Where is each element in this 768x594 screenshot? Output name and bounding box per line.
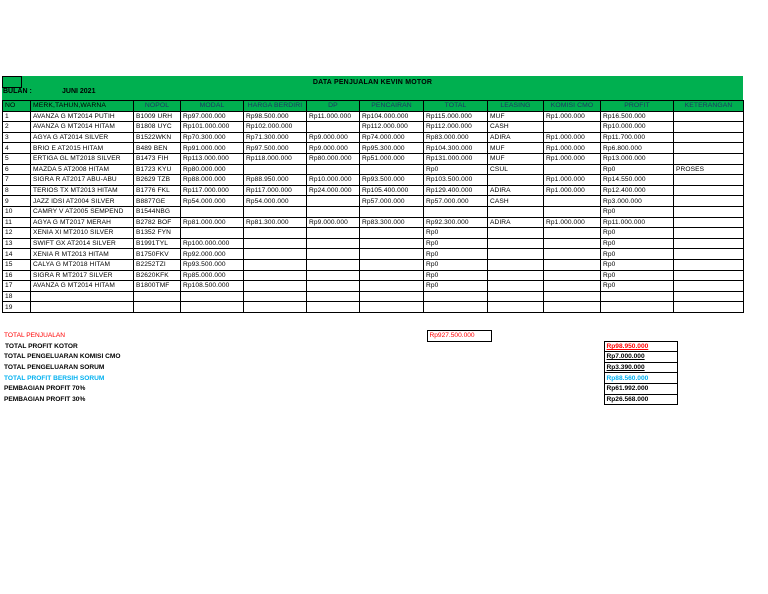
cell-komisi-cmo[interactable] — [544, 249, 601, 260]
cell-total[interactable] — [424, 206, 488, 217]
cell-profit[interactable]: Rp16.500.000 — [601, 111, 674, 122]
cell-profit[interactable]: Rp6.800.000 — [601, 143, 674, 154]
cell-harga-berdiri[interactable]: Rp102.000.000 — [244, 122, 307, 133]
cell-modal[interactable] — [181, 206, 244, 217]
cell-leasing[interactable]: ADIRA — [488, 132, 544, 143]
cell-komisi-cmo[interactable] — [544, 302, 601, 313]
cell-total[interactable] — [424, 302, 488, 313]
cell-dp[interactable]: Rp10.000.000 — [307, 175, 360, 186]
cell-pencairan[interactable] — [360, 291, 424, 302]
cell-nopol[interactable]: B1473 FIH — [134, 153, 181, 164]
cell-dp[interactable] — [307, 281, 360, 292]
cell-komisi-cmo[interactable] — [544, 122, 601, 133]
cell-merk[interactable]: MAZDA 5 AT2008 HITAM — [31, 164, 134, 175]
cell-leasing[interactable] — [488, 175, 544, 186]
header-row — [3, 101, 744, 112]
cell-no[interactable]: 9 — [3, 196, 31, 207]
cell-no[interactable]: 17 — [3, 281, 31, 292]
cell-profit[interactable]: Rp0 — [601, 228, 674, 239]
table-row — [3, 164, 744, 175]
cell-leasing[interactable] — [488, 259, 544, 270]
cell-leasing[interactable] — [488, 281, 544, 292]
cell-leasing[interactable] — [488, 270, 544, 281]
cell-modal[interactable]: Rp97.000.000 — [181, 111, 244, 122]
cell-nopol[interactable]: B1991TYL — [134, 238, 181, 249]
cell-merk[interactable]: SIGRA R MT2017 SILVER — [31, 270, 134, 281]
cell-harga-berdiri[interactable] — [244, 270, 307, 281]
cell-nopol[interactable] — [134, 291, 181, 302]
cell-profit[interactable]: Rp13.000.000 — [601, 153, 674, 164]
cell-modal[interactable]: Rp91.000.000 — [181, 143, 244, 154]
total-komisi-row — [2, 352, 747, 363]
total-penjualan-row — [2, 331, 747, 342]
cell-pencairan[interactable]: Rp93.500.000 — [360, 175, 424, 186]
cell-dp[interactable]: Rp9.000.000 — [307, 217, 360, 228]
cell-total[interactable]: Rp103.500.000 — [424, 175, 488, 186]
cell-leasing[interactable] — [488, 249, 544, 260]
total-komisi-label: TOTAL PENGELUARAN KOMISI CMO — [4, 353, 121, 361]
cell-modal[interactable] — [181, 291, 244, 302]
cell-keterangan[interactable] — [674, 132, 744, 143]
table-row — [3, 196, 744, 207]
cell-nopol[interactable]: B489 BEN — [134, 143, 181, 154]
cell-dp[interactable] — [307, 228, 360, 239]
cell-no[interactable]: 13 — [3, 238, 31, 249]
cell-komisi-cmo[interactable]: Rp1.000.000 — [544, 132, 601, 143]
cell-no[interactable]: 12 — [3, 228, 31, 239]
header-komisi-cmo[interactable]: KOMISI CMO — [544, 101, 601, 112]
cell-komisi-cmo[interactable] — [544, 196, 601, 207]
cell-pencairan[interactable]: Rp57.000.000 — [360, 196, 424, 207]
cell-modal[interactable]: Rp81.000.000 — [181, 217, 244, 228]
cell-no[interactable]: 3 — [3, 132, 31, 143]
cell-keterangan[interactable] — [674, 291, 744, 302]
cell-modal[interactable]: Rp88.000.000 — [181, 175, 244, 186]
cell-komisi-cmo[interactable]: Rp1.000.000 — [544, 111, 601, 122]
cell-merk[interactable]: BRIO E AT2015 HITAM — [31, 143, 134, 154]
cell-komisi-cmo[interactable] — [544, 238, 601, 249]
cell-keterangan[interactable] — [674, 217, 744, 228]
pembagian-30-label: PEMBAGIAN PROFIT 30% — [4, 395, 86, 403]
cell-dp[interactable] — [307, 302, 360, 313]
table-row — [3, 143, 744, 154]
cell-komisi-cmo[interactable] — [544, 259, 601, 270]
cell-total[interactable]: Rp92.300.000 — [424, 217, 488, 228]
cell-keterangan[interactable]: PROSES — [674, 164, 744, 175]
cell-merk[interactable] — [31, 302, 134, 313]
table-row — [3, 228, 744, 239]
cell-modal[interactable]: Rp92.000.000 — [181, 249, 244, 260]
cell-pencairan[interactable] — [360, 302, 424, 313]
cell-no[interactable]: 16 — [3, 270, 31, 281]
cell-harga-berdiri[interactable] — [244, 238, 307, 249]
cell-pencairan[interactable]: Rp105.400.000 — [360, 185, 424, 196]
cell-modal[interactable]: Rp117.000.000 — [181, 185, 244, 196]
cell-merk[interactable]: JAZZ IDSI AT2004 SILVER — [31, 196, 134, 207]
cell-modal[interactable]: Rp113.000.000 — [181, 153, 244, 164]
cell-pencairan[interactable]: Rp74.000.000 — [360, 132, 424, 143]
cell-dp[interactable] — [307, 249, 360, 260]
cell-no[interactable]: 5 — [3, 153, 31, 164]
cell-nopol[interactable] — [134, 302, 181, 313]
cell-nopol[interactable]: B2620KFK — [134, 270, 181, 281]
cell-komisi-cmo[interactable]: Rp1.000.000 — [544, 217, 601, 228]
cell-dp[interactable]: Rp11.000.000 — [307, 111, 360, 122]
cell-keterangan[interactable] — [674, 228, 744, 239]
cell-keterangan[interactable] — [674, 270, 744, 281]
cell-keterangan[interactable] — [674, 175, 744, 186]
total-bersih-label: TOTAL PROFIT BERSIH SORUM — [4, 374, 105, 382]
cell-nopol[interactable]: B2629 TZB — [134, 175, 181, 186]
pembagian-30-value[interactable]: Rp26.568.000 — [604, 394, 677, 405]
cell-no[interactable]: 18 — [3, 291, 31, 302]
cell-profit[interactable]: Rp10.000.000 — [601, 122, 674, 133]
cell-pencairan[interactable] — [360, 228, 424, 239]
cell-no[interactable]: 11 — [3, 217, 31, 228]
cell-harga-berdiri[interactable] — [244, 302, 307, 313]
pembagian-70-row — [2, 383, 747, 394]
cell-harga-berdiri[interactable]: Rp88.950.000 — [244, 175, 307, 186]
cell-pencairan[interactable]: Rp104.000.000 — [360, 111, 424, 122]
header-no[interactable]: NO — [3, 101, 31, 112]
cell-pencairan[interactable] — [360, 270, 424, 281]
cell-komisi-cmo[interactable]: Rp1.000.000 — [544, 175, 601, 186]
cell-komisi-cmo[interactable] — [544, 228, 601, 239]
cell-merk[interactable]: SWIFT GX AT2014 SILVER — [31, 238, 134, 249]
cell-dp[interactable]: Rp9.000.000 — [307, 132, 360, 143]
total-profit-kotor-value[interactable]: Rp98.950.000 — [604, 341, 677, 352]
cell-komisi-cmo[interactable] — [544, 164, 601, 175]
total-penjualan-value[interactable]: Rp927.500.000 — [427, 331, 491, 342]
cell-no[interactable]: 19 — [3, 302, 31, 313]
cell-profit[interactable]: Rp12.400.000 — [601, 185, 674, 196]
table-row — [3, 122, 744, 133]
bulan-label: BULAN : — [3, 88, 32, 95]
cell-keterangan[interactable] — [674, 122, 744, 133]
cell-merk[interactable]: AGYA G MT2017 MERAH — [31, 217, 134, 228]
cell-nopol[interactable]: B1522WKN — [134, 132, 181, 143]
cell-harga-berdiri[interactable] — [244, 259, 307, 270]
cell-harga-berdiri[interactable]: Rp54.000.000 — [244, 196, 307, 207]
cell-nopol[interactable]: B1009 URH — [134, 111, 181, 122]
cell-total[interactable]: Rp115.000.000 — [424, 111, 488, 122]
summary-section — [2, 330, 743, 405]
cell-total[interactable]: Rp0 — [424, 270, 488, 281]
table-row — [3, 238, 744, 249]
header-harga-berdiri[interactable]: HARGA BERDIRI — [244, 101, 307, 112]
cell-dp[interactable]: Rp24.000.000 — [307, 185, 360, 196]
cell-dp[interactable] — [307, 291, 360, 302]
cell-leasing[interactable]: CASH — [488, 196, 544, 207]
cell-no[interactable]: 6 — [3, 164, 31, 175]
cell-leasing[interactable]: ADIRA — [488, 217, 544, 228]
total-bersih-row — [2, 373, 747, 384]
cell-harga-berdiri[interactable] — [244, 249, 307, 260]
cell-komisi-cmo[interactable]: Rp1.000.000 — [544, 153, 601, 164]
table-row — [3, 132, 744, 143]
cell-total[interactable]: Rp0 — [424, 281, 488, 292]
table-row — [3, 217, 744, 228]
table-row — [3, 111, 744, 122]
cell-keterangan[interactable] — [674, 302, 744, 313]
cell-merk[interactable]: XENIA R MT2013 HITAM — [31, 249, 134, 260]
cell-nopol[interactable]: B1723 KYU — [134, 164, 181, 175]
cell-leasing[interactable] — [488, 238, 544, 249]
cell-no[interactable]: 1 — [3, 111, 31, 122]
header-profit[interactable]: PROFIT — [601, 101, 674, 112]
cell-profit[interactable]: Rp14.550.000 — [601, 175, 674, 186]
cell-harga-berdiri[interactable] — [244, 206, 307, 217]
table-row — [3, 259, 744, 270]
cell-harga-berdiri[interactable] — [244, 164, 307, 175]
cell-profit[interactable] — [601, 302, 674, 313]
cell-keterangan[interactable] — [674, 281, 744, 292]
sheet-title: DATA PENJUALAN KEVIN MOTOR — [312, 79, 433, 86]
cell-keterangan[interactable] — [674, 206, 744, 217]
cell-dp[interactable] — [307, 206, 360, 217]
cell-total[interactable]: Rp104.300.000 — [424, 143, 488, 154]
cell-keterangan[interactable] — [674, 111, 744, 122]
total-bersih-value[interactable]: Rp88.560.000 — [604, 373, 677, 384]
cell-harga-berdiri[interactable] — [244, 291, 307, 302]
total-sorum-row — [2, 362, 747, 373]
cell-merk[interactable]: SIGRA R AT2017 ABU-ABU — [31, 175, 134, 186]
cell-total[interactable]: Rp0 — [424, 249, 488, 260]
cell-keterangan[interactable] — [674, 153, 744, 164]
cell-modal[interactable]: Rp93.500.000 — [181, 259, 244, 270]
cell-modal[interactable]: Rp100.000.000 — [181, 238, 244, 249]
cell-no[interactable]: 10 — [3, 206, 31, 217]
cell-pencairan[interactable] — [360, 238, 424, 249]
cell-total[interactable]: Rp57.000.000 — [424, 196, 488, 207]
cell-total[interactable]: Rp129.400.000 — [424, 185, 488, 196]
cell-keterangan[interactable] — [674, 196, 744, 207]
total-sorum-label: TOTAL PENGELUARAN SORUM — [4, 364, 105, 372]
cell-harga-berdiri[interactable]: Rp118.000.000 — [244, 153, 307, 164]
bulan-value: JUNI 2021 — [62, 88, 96, 95]
table-row — [3, 249, 744, 260]
cell-merk[interactable]: CAMRY V AT2005 SEMPEND — [31, 206, 134, 217]
cell-nopol[interactable]: B2252TZI — [134, 259, 181, 270]
cell-nopol[interactable]: B1800TMF — [134, 281, 181, 292]
cell-pencairan[interactable]: Rp51.000.000 — [360, 153, 424, 164]
cell-profit[interactable]: Rp0 — [601, 249, 674, 260]
cell-komisi-cmo[interactable]: Rp1.000.000 — [544, 143, 601, 154]
cell-no[interactable]: 4 — [3, 143, 31, 154]
cell-leasing[interactable] — [488, 302, 544, 313]
cell-merk[interactable]: ERTIGA GL MT2018 SILVER — [31, 153, 134, 164]
cell-profit[interactable]: Rp3.000.000 — [601, 196, 674, 207]
cell-merk[interactable]: AGYA G AT2014 SILVER — [31, 132, 134, 143]
cell-komisi-cmo[interactable] — [544, 206, 601, 217]
cell-modal[interactable] — [181, 302, 244, 313]
cell-dp[interactable] — [307, 164, 360, 175]
cell-leasing[interactable] — [488, 228, 544, 239]
table-row — [3, 206, 744, 217]
cell-pencairan[interactable] — [360, 259, 424, 270]
cell-profit[interactable]: Rp11.700.000 — [601, 132, 674, 143]
sales-table — [2, 100, 744, 313]
cell-no[interactable]: 14 — [3, 249, 31, 260]
cell-leasing[interactable]: ADIRA — [488, 185, 544, 196]
cell-no[interactable]: 15 — [3, 259, 31, 270]
cell-profit[interactable]: Rp0 — [601, 238, 674, 249]
pembagian-30-row — [2, 394, 747, 405]
cell-dp[interactable] — [307, 238, 360, 249]
cell-keterangan[interactable] — [674, 185, 744, 196]
cell-dp[interactable]: Rp80.000.000 — [307, 153, 360, 164]
cell-dp[interactable] — [307, 259, 360, 270]
table-row — [3, 175, 744, 186]
cell-dp[interactable]: Rp9.000.000 — [307, 143, 360, 154]
cell-total[interactable]: Rp0 — [424, 164, 488, 175]
cell-leasing[interactable]: CSUL — [488, 164, 544, 175]
cell-profit[interactable]: Rp0 — [601, 164, 674, 175]
cell-komisi-cmo[interactable] — [544, 281, 601, 292]
cell-profit[interactable]: Rp0 — [601, 259, 674, 270]
cell-leasing[interactable]: CASH — [488, 122, 544, 133]
cell-merk[interactable]: AVANZA G MT2014 PUTIH — [31, 111, 134, 122]
cell-dp[interactable] — [307, 122, 360, 133]
header-keterangan[interactable]: KETERANGAN — [674, 101, 744, 112]
cell-leasing[interactable]: MUF — [488, 111, 544, 122]
cell-leasing[interactable]: MUF — [488, 143, 544, 154]
cell-merk[interactable]: CALYA G MT2018 HITAM — [31, 259, 134, 270]
header-pencairan[interactable]: PENCAIRAN — [360, 101, 424, 112]
cell-modal[interactable]: Rp80.000.000 — [181, 164, 244, 175]
total-komisi-value[interactable]: Rp7.000.000 — [604, 352, 677, 363]
cell-merk[interactable]: AVANZA G MT2014 HITAM — [31, 281, 134, 292]
cell-modal[interactable]: Rp54.000.000 — [181, 196, 244, 207]
cell-merk[interactable] — [31, 291, 134, 302]
cell-pencairan[interactable] — [360, 281, 424, 292]
cell-merk[interactable]: TERIOS TX MT2013 HITAM — [31, 185, 134, 196]
cell-nopol[interactable]: B1352 FYN — [134, 228, 181, 239]
cell-profit[interactable]: Rp0 — [601, 270, 674, 281]
cell-komisi-cmo[interactable] — [544, 291, 601, 302]
cell-modal[interactable]: Rp101.000.000 — [181, 122, 244, 133]
cell-pencairan[interactable]: Rp95.300.000 — [360, 143, 424, 154]
cell-no[interactable]: 2 — [3, 122, 31, 133]
cell-nopol[interactable]: B1750FKV — [134, 249, 181, 260]
table-row — [3, 153, 744, 164]
cell-nopol[interactable]: B1776 FKL — [134, 185, 181, 196]
cell-profit[interactable]: Rp0 — [601, 206, 674, 217]
cell-total[interactable]: Rp0 — [424, 259, 488, 270]
table-row — [3, 270, 744, 281]
cell-leasing[interactable] — [488, 291, 544, 302]
cell-keterangan[interactable] — [674, 249, 744, 260]
cell-nopol[interactable]: B1544NBG — [134, 206, 181, 217]
total-sorum-value[interactable]: Rp3.390.000 — [604, 362, 677, 373]
table-row — [3, 291, 744, 302]
total-profit-kotor-label: TOTAL PROFIT KOTOR — [5, 342, 78, 350]
cell-dp[interactable] — [307, 270, 360, 281]
cell-leasing[interactable] — [488, 206, 544, 217]
cell-leasing[interactable]: MUF — [488, 153, 544, 164]
cell-harga-berdiri[interactable]: Rp117.000.000 — [244, 185, 307, 196]
cell-nopol[interactable]: B2782 BOF — [134, 217, 181, 228]
cell-harga-berdiri[interactable]: Rp71.300.000 — [244, 132, 307, 143]
cell-komisi-cmo[interactable]: Rp1.000.000 — [544, 185, 601, 196]
cell-pencairan[interactable] — [360, 206, 424, 217]
cell-pencairan[interactable] — [360, 164, 424, 175]
cell-nopol[interactable]: B1808 UYC — [134, 122, 181, 133]
header-total[interactable]: TOTAL — [424, 101, 488, 112]
cell-harga-berdiri[interactable]: Rp97.500.000 — [244, 143, 307, 154]
pembagian-70-label: PEMBAGIAN PROFIT 70% — [4, 385, 86, 393]
header-dp[interactable]: DP — [307, 101, 360, 112]
cell-pencairan[interactable]: Rp83.300.000 — [360, 217, 424, 228]
cell-keterangan[interactable] — [674, 259, 744, 270]
cell-total[interactable]: Rp0 — [424, 228, 488, 239]
cell-total[interactable]: Rp83.000.000 — [424, 132, 488, 143]
total-penjualan-label: TOTAL PENJUALAN — [4, 332, 66, 340]
cell-no[interactable]: 8 — [3, 185, 31, 196]
cell-keterangan[interactable] — [674, 143, 744, 154]
cell-pencairan[interactable]: Rp112.000.000 — [360, 122, 424, 133]
cell-modal[interactable] — [181, 228, 244, 239]
cell-merk[interactable]: AVANZA G MT2014 HITAM — [31, 122, 134, 133]
cell-keterangan[interactable] — [674, 238, 744, 249]
cell-total[interactable] — [424, 291, 488, 302]
table-row — [3, 281, 744, 292]
total-profit-kotor-row — [2, 341, 747, 352]
cell-pencairan[interactable] — [360, 249, 424, 260]
cell-no[interactable]: 7 — [3, 175, 31, 186]
cell-total[interactable]: Rp112.000.000 — [424, 122, 488, 133]
pembagian-70-value[interactable]: Rp61.992.000 — [604, 383, 677, 394]
cell-profit[interactable]: Rp11.000.000 — [601, 217, 674, 228]
cell-harga-berdiri[interactable]: Rp98.500.000 — [244, 111, 307, 122]
cell-modal[interactable]: Rp108.500.000 — [181, 281, 244, 292]
header-modal[interactable]: MODAL — [181, 101, 244, 112]
header-nopol[interactable]: NOPOL — [134, 101, 181, 112]
cell-total[interactable]: Rp0 — [424, 238, 488, 249]
cell-harga-berdiri[interactable] — [244, 228, 307, 239]
cell-komisi-cmo[interactable] — [544, 270, 601, 281]
table-row — [3, 302, 744, 313]
cell-profit[interactable] — [601, 291, 674, 302]
cell-modal[interactable]: Rp85.000.000 — [181, 270, 244, 281]
header-merk[interactable]: MERK,TAHUN,WARNA — [31, 101, 134, 112]
cell-modal[interactable]: Rp70.300.000 — [181, 132, 244, 143]
table-row — [3, 185, 744, 196]
cell-profit[interactable]: Rp0 — [601, 281, 674, 292]
cell-harga-berdiri[interactable]: Rp81.300.000 — [244, 217, 307, 228]
cell-total[interactable]: Rp131.000.000 — [424, 153, 488, 164]
cell-dp[interactable] — [307, 196, 360, 207]
cell-harga-berdiri[interactable] — [244, 281, 307, 292]
cell-merk[interactable]: XENIA XI MT2010 SILVER — [31, 228, 134, 239]
header-leasing[interactable]: LEASING — [488, 101, 544, 112]
cell-nopol[interactable]: B8877GE — [134, 196, 181, 207]
